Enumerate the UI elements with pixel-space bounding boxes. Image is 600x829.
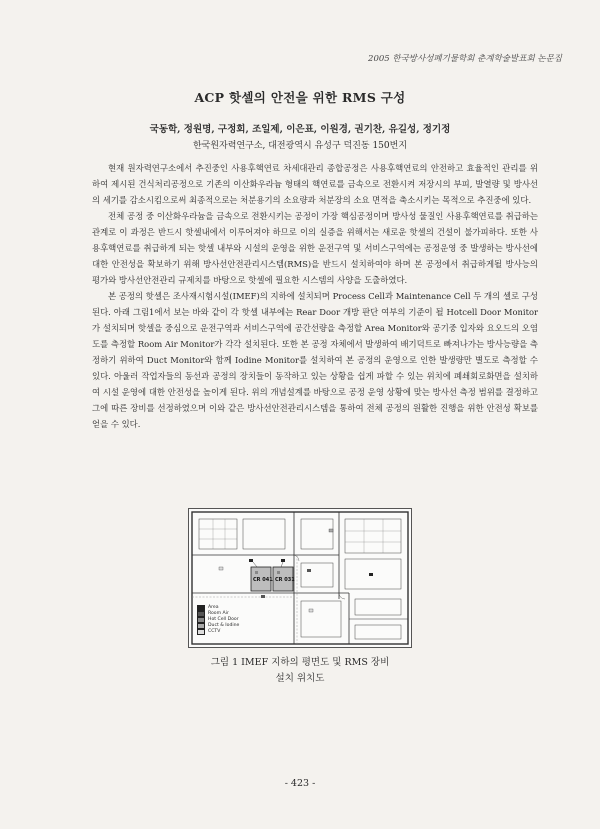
caption-line-2: 설치 위치도: [275, 673, 325, 684]
affiliation: 한국원자력연구소, 대전광역시 유성구 덕진동 150번지: [192, 141, 408, 151]
figure-caption: [0, 655, 600, 687]
paragraph-2: 전체 공정 중 이산화우라늄을 금속으로 전환시키는 공정이 가장 핵심공정이며 방사성 물질인 사용후핵연료를 취급하는 관계로 이 과정은 반드시 핫셀내에서 이루어져야 하므로 이의 실증을 위해서는 새로운 핫셀의 건설이 불가피하다. 또한 사용후핵연료를 취급하게 되는 핫셀 내부와 시설의 운영을 위한 운전구역 및 서비스구역에는 공정운영 중 발생하는 방사선에 대한 안전성을 확보하기 위해 방사선안전관리시스템(RMS)을 반드시 설치하여야 하며 본 공정에서 취급하게될 방사능의 평가와 방사선안전관리 규제치를 바탕으로 핫셀에 필요한 시스템의 사양을 도출하였다.: [92, 211, 538, 285]
paragraph-1: 현재 원자력연구소에서 추진중인 사용후핵연료 차세대관리 종합공정은 사용후핵연료의 안전하고 효율적인 관리를 위하여 제시된 건식처리공정으로 기존의 이산화우라늄 형태의 핵연료를 금속으로 전환시켜 저장시의 부피, 발열량 및 방사선의 세기를 감소시킴으로써 최종적으로는 처분용기의 소요량과 처분장의 소요 면적을 축소시키는 목적으로 추진중에 있다.: [92, 163, 538, 205]
monitor-markers: [219, 529, 373, 612]
figure-legend: [197, 605, 239, 635]
paragraph-3: 본 공정의 핫셀은 조사재시험시설(IMEF)의 지하에 설치되며 Process Cell과 Maintenance Cell 두 개의 셀로 구성된다. 아래 그림1에서 보는 바와 같이 각 핫셀 내부에는 Rear Door 개방 판단 여부의 기준이 될 Hotcell Door Monitor가 설치되며 핫셀을 중심으로 운전구역과 서비스구역에 공간선량을 측정할 Area Monitor와 공기중 입자와 요오드의 오염도를 측정할 Room Air Monitor가 각각 설치된다. 또한 본 공정 자체에서 발생하여 배기덕트로 빠져나가는 방사능량을 측정하기 위하여 Duct Monitor와 함께 Iodine Monitor를 설치하여 본 공정의 운영으로 인한 발생량만 별도로 측정할 수 있다. 아울러 작업자들의 동선과 공정의 장치들이 동작하고 있는 상황을 쉽게 파할 수 있는 위치에 폐쇄회로화면을 설치하여 시설 운영에 대한 안전성을 높이게 된다. 위의 개념설계를 바탕으로 공정 운영 상황에 맞는 방사선 측정 범위를 결정하고 그에 따른 장비를 선정하였으며 이와 같은 방사선안전관리시스템을 통하여 전체 공정의 원활한 진행을 위한 안전성 확보를 얻을 수 있다.: [92, 291, 538, 429]
legend-label: Duct & Iodine: [208, 623, 240, 628]
floor-plan-figure: [188, 508, 412, 648]
legend-label: Hot Cell Door: [208, 617, 239, 622]
legend-swatch: [197, 629, 205, 635]
page-number: - 423 -: [284, 778, 316, 789]
legend-label: CCTV: [208, 629, 221, 634]
legend-item: [197, 629, 239, 635]
caption-line-1: 그림 1 IMEF 지하의 평면도 및 RMS 장비: [210, 657, 390, 668]
cell-label-041: CR 041: [253, 577, 273, 583]
author-list: 국동학, 정원명, 구정회, 조일제, 이은표, 이원경, 권기찬, 유길성, 정기정: [149, 124, 451, 135]
legend-label: Area: [208, 605, 219, 610]
body-text: [92, 160, 538, 432]
cell-label-031: CR 031: [275, 577, 295, 583]
running-header: 2005 한국방사성폐기물학회 춘계학술발표회 논문집: [368, 54, 562, 64]
legend-label: Room Air: [208, 611, 229, 616]
paper-title: ACP 핫셀의 안전을 위한 RMS 구성: [194, 90, 406, 105]
